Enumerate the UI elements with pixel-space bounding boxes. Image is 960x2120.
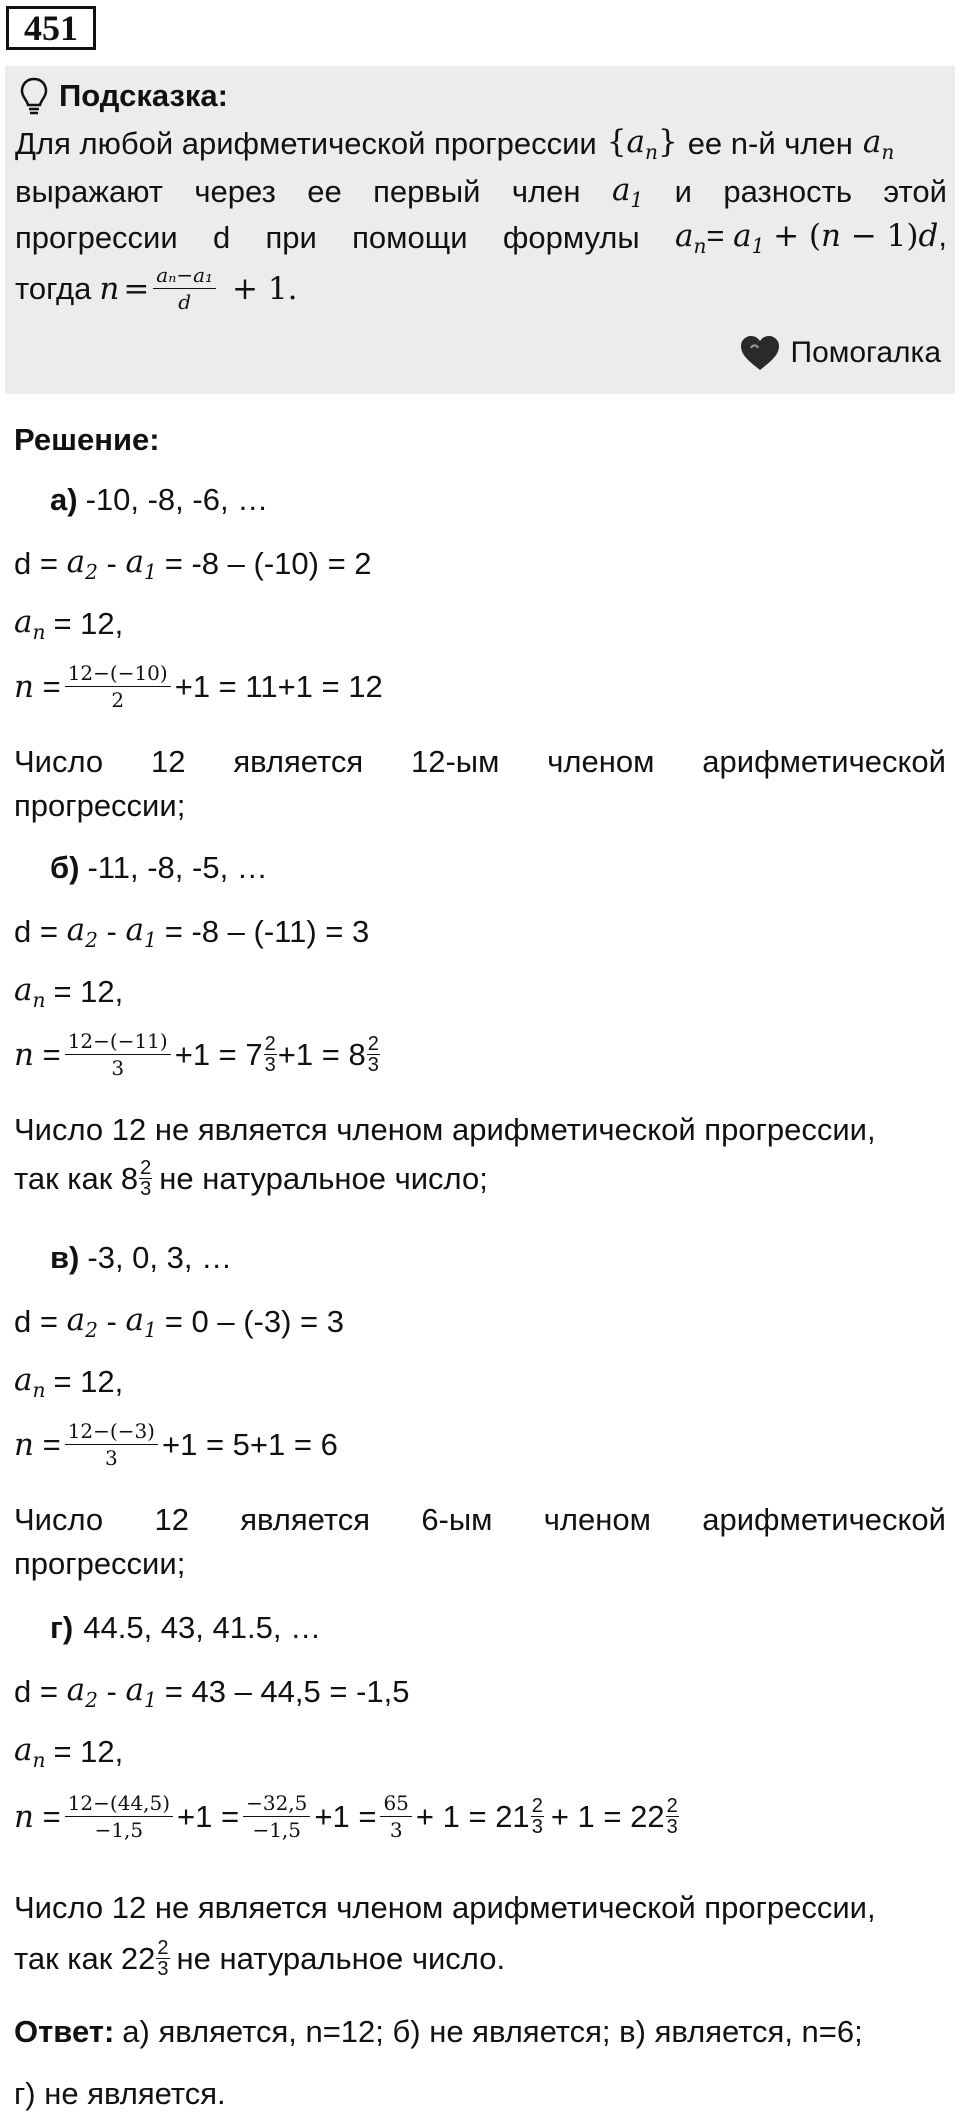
fraction: $\frac{12-(-10)}{2}$ <box>65 662 171 711</box>
part-a-an: $a_n$ = 12, <box>14 604 124 645</box>
hint-word: при <box>265 220 317 256</box>
hint-word: первый <box>373 174 481 210</box>
fraction: $\frac{12-(-11)}{3}$ <box>65 1030 171 1079</box>
part-c-n: n = $\frac{12-(-3)}{3}$ +1 = 5+1 = 6 <box>14 1419 338 1470</box>
fraction: $\frac{12-(44,5)}{-1,5}$ <box>65 1792 173 1841</box>
part-a-header <box>50 482 960 518</box>
mixed-fraction: 2 3 <box>140 1157 152 1200</box>
sequence: -10, -8, -6, … <box>85 482 269 517</box>
mixed-fraction: 2 3 <box>264 1033 276 1076</box>
hint-line-3: прогрессии d при помощи формулы $a_n= a_1 + (n - 1)d$, <box>15 218 947 259</box>
part-a-n: n = $\frac{12-(-10)}{2}$ +1 = 11+1 = 12 <box>14 661 383 712</box>
hint-line-2: выражают через ее первый член $a_1$ и разность этой <box>15 172 947 213</box>
part-b-d: d = $a_2$ - $a_1$ = -8 – (-11) = 3 <box>14 912 370 953</box>
fraction: $\frac{-32,5}{-1,5}$ <box>243 1792 310 1841</box>
hint-word: член <box>511 174 581 210</box>
task-number: 451 <box>6 6 96 50</box>
part-c-header <box>50 1240 960 1276</box>
hint-word: и <box>674 174 692 210</box>
part-label: б) <box>50 850 80 885</box>
d-expression: = 43 – 44,5 = -1,5 <box>164 1674 410 1710</box>
hint-line-4: тогда n = $\frac{\text{aₙ−a₁}}{d}$ + 1. <box>15 263 298 314</box>
n-result: +1 = 7 <box>174 1036 263 1072</box>
solution-title: Решение: <box>14 422 160 457</box>
hint-word: выражают <box>15 174 163 210</box>
hint-formula-tail: + 1. <box>232 270 298 307</box>
an-value: = 12, <box>53 1364 124 1400</box>
n-result: +1 = 5+1 = 6 <box>161 1426 338 1462</box>
hint-fraction: $\frac{\text{aₙ−a₁}}{d}$ <box>153 264 216 313</box>
n-step: +1 = <box>314 1798 377 1834</box>
answer-line-2: г) не является. <box>14 2076 226 2111</box>
heart-icon <box>739 334 781 372</box>
n-step: +1 = <box>177 1798 240 1834</box>
mixed-fraction: 2 3 <box>157 1937 169 1980</box>
n-step: + 1 = 22 <box>550 1798 665 1834</box>
hint-word: через <box>194 174 276 210</box>
fraction: $\frac{12-(-3)}{3}$ <box>65 1420 158 1469</box>
fraction: $\frac{65}{3}$ <box>380 1792 411 1841</box>
hint-text: ее n-й член <box>687 126 853 162</box>
part-b-conclusion: Число 12 не является членом арифметической прогрессии, <box>14 1112 876 1147</box>
part-d-conclusion-2: так как 22 2 3 не натуральное число. <box>14 1937 506 1980</box>
lightbulb-icon <box>19 76 49 116</box>
part-a-conclusion-2: прогрессии; <box>14 788 186 823</box>
part-c-d: d = $a_2$ - $a_1$ = 0 – (-3) = 3 <box>14 1302 344 1343</box>
part-b-header <box>50 850 960 886</box>
part-label: г) <box>50 1610 74 1645</box>
n-result: +1 = 8 <box>277 1036 366 1072</box>
part-d-header <box>50 1610 960 1646</box>
helper-label: Помогалка <box>790 336 941 369</box>
hint-box <box>5 66 955 394</box>
hint-title: Подсказка: <box>59 78 228 113</box>
n-step: + 1 = 21 <box>415 1798 530 1834</box>
sequence: -11, -8, -5, … <box>87 850 268 885</box>
d-expression: = 0 – (-3) = 3 <box>164 1304 344 1340</box>
mixed-fraction: 2 3 <box>531 1795 543 1838</box>
hint-word: тогда <box>15 270 92 306</box>
part-label: в) <box>50 1240 80 1275</box>
hint-line-1: Для любой арифметической прогрессии $\{a_n\}$ ее n-й член $a_n$ <box>15 124 895 165</box>
part-d-n: n = $\frac{12-(44,5)}{-1,5}$ +1 = $\frac{-32,5}{-1,5}$ +1 = $\frac{65}{3}$ + 1 = 21 2 3 + 1 = 22 2 3 <box>14 1791 678 1842</box>
hint-header <box>19 76 228 116</box>
mixed-fraction: 2 3 <box>367 1033 379 1076</box>
hint-word: этой <box>883 174 947 210</box>
part-b-conclusion-2: так как 8 2 3 не натуральное число; <box>14 1157 488 1200</box>
sequence: 44.5, 43, 41.5, … <box>83 1610 322 1645</box>
answer-text: а) является, n=12; б) не является; в) является, n=6; <box>122 2014 863 2049</box>
part-d-conclusion: Число 12 не является членом арифметической прогрессии, <box>14 1890 876 1925</box>
hint-word: помощи <box>352 220 468 256</box>
n-result: +1 = 11+1 = 12 <box>174 668 383 704</box>
part-a-d: d = $a_2$ - $a_1$ = -8 – (-10) = 2 <box>14 544 372 585</box>
part-b-an: $a_n$ = 12, <box>14 972 124 1013</box>
answer-label: Ответ: <box>14 2014 115 2049</box>
an-value: = 12, <box>53 974 124 1010</box>
part-c-conclusion-2: прогрессии; <box>14 1546 186 1581</box>
hint-word: d <box>212 220 231 256</box>
part-label: а) <box>50 482 78 517</box>
d-expression: = -8 – (-10) = 2 <box>164 546 372 582</box>
mixed-fraction: 2 3 <box>666 1795 678 1838</box>
an-value: = 12, <box>53 606 124 642</box>
part-c-conclusion: Число 12 является 6-ым членом арифметической <box>14 1502 946 1537</box>
hint-word: прогрессии <box>15 220 178 256</box>
an-value: = 12, <box>53 1734 124 1770</box>
part-c-an: $a_n$ = 12, <box>14 1362 124 1403</box>
d-expression: = -8 – (-11) = 3 <box>164 914 370 950</box>
hint-word: разность <box>723 174 852 210</box>
hint-text: Для любой арифметической прогрессии <box>15 126 597 162</box>
sequence: -3, 0, 3, … <box>87 1240 233 1275</box>
hint-word: ее <box>307 174 342 210</box>
helper-link[interactable] <box>739 334 942 372</box>
answer-line-1 <box>14 2014 946 2050</box>
hint-word: формулы <box>502 220 640 256</box>
part-a-conclusion: Число 12 является 12-ым членом арифметической <box>14 744 946 779</box>
part-b-n: n = $\frac{12-(-11)}{3}$ +1 = 7 2 3 +1 = 8 2 3 <box>14 1029 379 1080</box>
part-d-d: d = $a_2$ - $a_1$ = 43 – 44,5 = -1,5 <box>14 1672 410 1713</box>
part-d-an: $a_n$ = 12, <box>14 1732 124 1773</box>
